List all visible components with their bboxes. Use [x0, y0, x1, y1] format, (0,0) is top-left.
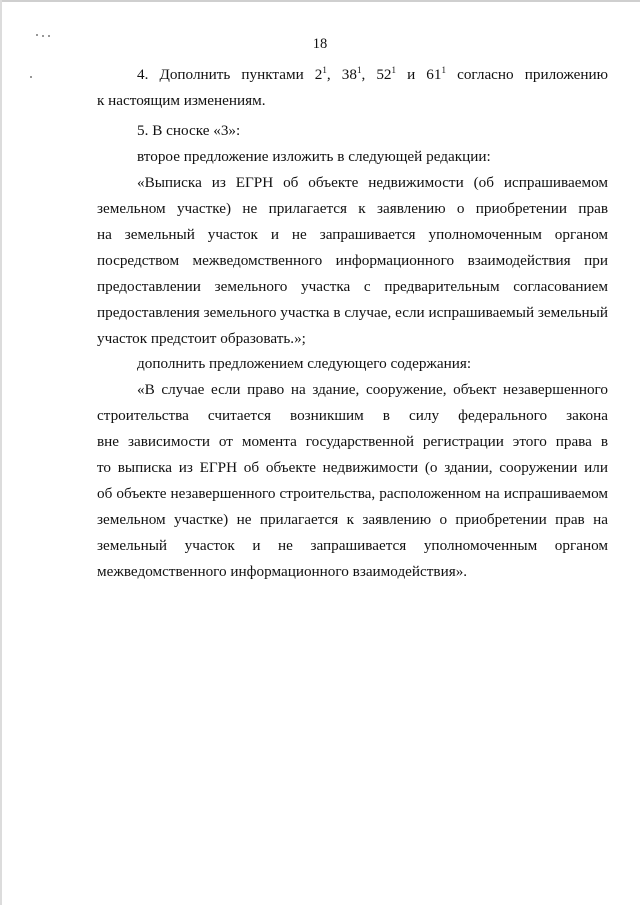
instruction-1-text: второе предложение изложить в следующей редакции:	[137, 148, 491, 165]
quote-1-line: предоставлении земельного участка с предварительным согласованием	[97, 278, 608, 295]
scan-speck	[30, 76, 32, 78]
quote-1-line: земельном участке) не прилагается к заявлению о приобретении прав	[97, 200, 608, 217]
quote-2-line: земельный участок и не запрашивается уполномоченным органом	[97, 537, 608, 554]
item-4-tail: согласно приложению	[446, 66, 608, 83]
page-number: 18	[312, 36, 328, 52]
scan-edge-left	[0, 0, 2, 905]
quote-1-line: на земельный участок и не запрашивается уполномоченным органом	[97, 226, 608, 243]
quote-2-line: об объекте незавершенного строительства, расположенном на испрашиваемом	[97, 485, 608, 502]
superscript: 1	[391, 65, 397, 75]
quote-2-line: «В случае если право на здание, сооружение, объект незавершенного	[137, 381, 608, 398]
item-5-heading: 5. В сноске «3»:	[137, 122, 241, 139]
quote-1-line: участок предстоит образовать.»;	[97, 330, 306, 347]
quote-2-line: вне зависимости от момента государственной регистрации этого права в	[97, 433, 608, 450]
item-4-text: , 38	[326, 66, 357, 83]
quote-2-line: земельном участке) не прилагается к заявлению о приобретении прав на	[97, 511, 608, 528]
quote-1-line: «Выписка из ЕГРН об объекте недвижимости (об испрашиваемом	[137, 174, 608, 191]
item-4	[97, 62, 608, 114]
quote-1-line: посредством межведомственного информационного взаимодействия при	[97, 252, 608, 269]
superscript: 1	[322, 65, 327, 75]
item-5	[97, 118, 608, 144]
item-4-line-2: к настоящим изменениям.	[97, 92, 266, 109]
quote-2	[97, 377, 608, 585]
quote-1-line: предоставления земельного участка в случае, если испрашиваемый земельный	[97, 304, 608, 321]
item-4-lead: 4. Дополнить пунктами 2	[137, 66, 323, 83]
item-4-line-1	[97, 62, 608, 88]
instruction-2-text: дополнить предложением следующего содержания:	[137, 355, 472, 372]
superscript: 1	[441, 65, 446, 75]
scan-edge-top	[0, 0, 640, 2]
quote-1	[97, 170, 608, 352]
instruction-1	[97, 144, 608, 170]
instruction-2	[97, 351, 608, 377]
superscript: 1	[356, 65, 362, 75]
item-4-text: , 52	[361, 66, 392, 83]
item-4-text: и 61	[396, 66, 442, 83]
quote-2-line: межведомственного информационного взаимодействия».	[97, 563, 468, 580]
quote-2-line: то выписка из ЕГРН об объекте недвижимости (о здании, сооружении или	[97, 459, 608, 476]
quote-2-line: строительства считается возникшим в силу федерального закона	[97, 407, 608, 424]
